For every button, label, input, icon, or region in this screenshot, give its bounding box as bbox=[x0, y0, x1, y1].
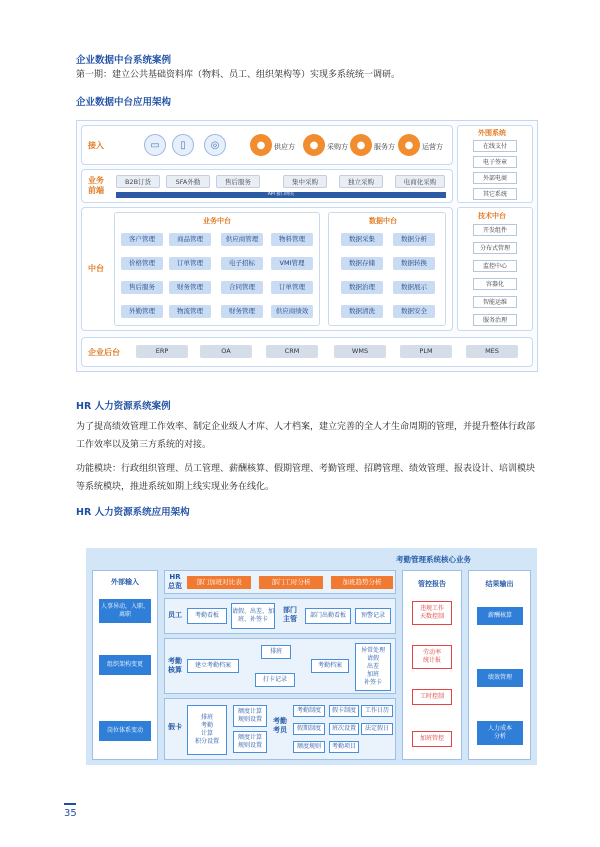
rule-item: 额度规则 bbox=[293, 741, 325, 753]
middle-row bbox=[81, 207, 453, 331]
business-middle-title: 业务中台 bbox=[203, 217, 231, 225]
calc-item: 打卡记录 bbox=[255, 673, 295, 687]
front-row bbox=[81, 169, 453, 203]
dept-item: 部门出勤看板 bbox=[305, 608, 351, 624]
external-input-item: 组织架构变更 bbox=[99, 655, 151, 675]
control-report-item: 工时控制 bbox=[412, 689, 452, 705]
calc-item: 考勤档案 bbox=[311, 659, 349, 673]
biz-chip: 电子招标 bbox=[221, 257, 263, 270]
hr-overview-item: 部门加班对比表 bbox=[187, 576, 251, 589]
paragraph-hr-modules: 功能模块：行政组织管理、员工管理、薪酬核算、假期管理、考勤管理、招聘管理、绩效管理、报表设计、培训模块等系统模块，推进系统如期上线实现业务在线化。 bbox=[76, 464, 536, 492]
data-platform-architecture-diagram bbox=[76, 120, 538, 372]
rule-item: 考勤制度 bbox=[293, 705, 325, 717]
service-icon: ● bbox=[350, 134, 372, 156]
access-row bbox=[81, 125, 453, 165]
external-input-title: 外部输入 bbox=[111, 578, 139, 586]
heading-hr-architecture: HR 人力资源系统应用架构 bbox=[76, 507, 190, 518]
rule-item: 工作日历 bbox=[361, 705, 393, 717]
external-input-item: 岗位体系变动 bbox=[99, 721, 151, 741]
result-output-item: 人力成本 分析 bbox=[477, 721, 523, 745]
tech-item: 容器化 bbox=[473, 278, 517, 290]
control-report-item: 加班管控 bbox=[412, 731, 452, 747]
biz-chip: 财务管理 bbox=[221, 305, 263, 318]
exception-handling-box: 异常处理 请假 出差 加班 补签卡 bbox=[355, 643, 391, 691]
hr-architecture-diagram bbox=[86, 548, 537, 765]
control-report-title: 管控报告 bbox=[418, 580, 446, 588]
heading-data-platform-case: 企业数据中台系统案例 bbox=[76, 55, 172, 66]
card-item: 排班 考勤 计算 积分设置 bbox=[187, 705, 227, 755]
back-system-chip: PLM bbox=[400, 345, 452, 358]
biz-chip: 物料管理 bbox=[271, 233, 313, 246]
employee-item: 请假、出差、加班、补签卡 bbox=[231, 603, 275, 629]
rule-item: 考勤项目 bbox=[329, 741, 359, 753]
data-chip: 数据安全 bbox=[393, 305, 435, 318]
control-report-item: 违规工作 天数控制 bbox=[412, 601, 452, 625]
front-chip: B2B订货 bbox=[116, 175, 160, 188]
data-chip: 数据采集 bbox=[341, 233, 383, 246]
result-output-item: 薪酬核算 bbox=[477, 607, 523, 625]
employee-dept-row bbox=[164, 598, 396, 634]
rule-item: 班次设置 bbox=[329, 723, 359, 735]
rule-item: 假卡制度 bbox=[329, 705, 359, 717]
enterprise-back-row bbox=[81, 337, 533, 367]
control-report-column bbox=[402, 570, 462, 760]
heading-hr-case: HR 人力资源系统案例 bbox=[76, 401, 171, 412]
monitor-icon: ▭ bbox=[144, 134, 166, 156]
front-chip: 电商化采购 bbox=[395, 175, 445, 188]
access-label-purchaser: 采购方 bbox=[327, 143, 348, 151]
tech-item: 开发组件 bbox=[473, 224, 517, 236]
rule-item: 假期制度 bbox=[293, 723, 325, 735]
biz-chip: 供应商绩效 bbox=[271, 305, 313, 318]
page-number: 35 bbox=[64, 808, 77, 819]
result-output-title: 结果输出 bbox=[485, 580, 514, 588]
biz-chip: 商品管理 bbox=[169, 233, 211, 246]
front-chip: SFA外勤 bbox=[166, 175, 210, 188]
hr-overview-item: 部门工时分析 bbox=[259, 576, 323, 589]
dept-manager-label: 部门 主管 bbox=[283, 606, 297, 623]
access-label-service: 服务方 bbox=[374, 143, 395, 151]
data-chip: 数据展示 bbox=[393, 281, 435, 294]
back-system-chip: OA bbox=[200, 345, 252, 358]
back-system-chip: ERP bbox=[136, 345, 188, 358]
row-label-front: 业务 前端 bbox=[88, 176, 104, 195]
front-chip: 售后服务 bbox=[216, 175, 260, 188]
api-gateway-bar: API 接口网关 bbox=[116, 192, 446, 198]
biz-chip: 客户管理 bbox=[121, 233, 163, 246]
card-item: 额度计算 规则设置 bbox=[233, 731, 267, 753]
rule-item: 法定假日 bbox=[361, 723, 393, 735]
row-label-middle: 中台 bbox=[88, 264, 104, 273]
leave-card-row bbox=[164, 698, 396, 760]
result-output-item: 绩效管理 bbox=[477, 669, 523, 687]
phone-icon: ▯ bbox=[172, 134, 194, 156]
hr-overview-item: 加班趋势分析 bbox=[331, 576, 393, 589]
result-output-column bbox=[468, 570, 531, 760]
biz-chip: 合同管理 bbox=[221, 281, 263, 294]
external-system-item: 外部电商 bbox=[473, 172, 517, 184]
external-system-item: 其它系统 bbox=[473, 188, 517, 200]
external-systems-panel bbox=[457, 125, 533, 203]
core-business-banner: 考勤管理系统核心业务 bbox=[396, 555, 471, 564]
heading-data-platform-architecture: 企业数据中台应用架构 bbox=[76, 97, 172, 108]
biz-chip: 售后服务 bbox=[121, 281, 163, 294]
attendance-staff-label: 考勤 考员 bbox=[273, 717, 287, 734]
employee-label: 员工 bbox=[168, 611, 182, 619]
biz-chip: 订单管理 bbox=[169, 257, 211, 270]
external-input-column bbox=[92, 570, 158, 760]
biz-chip: 财务管理 bbox=[169, 281, 211, 294]
external-system-item: 电子签章 bbox=[473, 156, 517, 168]
hr-overview-row bbox=[164, 570, 396, 594]
tech-middle-title: 技术中台 bbox=[478, 212, 506, 220]
business-middle-panel bbox=[114, 212, 320, 326]
tech-item: 智能运维 bbox=[473, 296, 517, 308]
row-label-access: 接入 bbox=[88, 141, 104, 150]
tech-item: 分布式管理 bbox=[473, 242, 517, 254]
biz-chip: 物流管理 bbox=[169, 305, 211, 318]
back-system-chip: WMS bbox=[334, 345, 386, 358]
biz-chip: VMI管理 bbox=[271, 257, 313, 270]
paragraph-phase-one: 第一期：建立公共基础资料库（物料、员工、组织架构等）实现多系统统一调研。 bbox=[76, 70, 401, 80]
hr-overview-label: HR 总览 bbox=[168, 573, 182, 590]
external-systems-title: 外围系统 bbox=[478, 129, 506, 137]
attendance-calc-label: 考勤 核算 bbox=[168, 657, 182, 674]
back-system-chip: CRM bbox=[266, 345, 318, 358]
access-label-operator: 运营方 bbox=[422, 143, 443, 151]
row-label-back: 企业后台 bbox=[88, 348, 120, 357]
attendance-calc-row bbox=[164, 638, 396, 694]
data-middle-title: 数据中台 bbox=[369, 217, 397, 225]
globe-icon: ◎ bbox=[204, 134, 226, 156]
data-chip: 数据转换 bbox=[393, 257, 435, 270]
employee-item: 考勤看板 bbox=[187, 608, 227, 624]
operator-icon: ● bbox=[398, 134, 420, 156]
paragraph-hr-goals: 为了提高绩效管理工作效率、制定企业级人才库、人才档案，建立完善的全人才生命周期的管理，并提升整体行政部工作效率以及第三方系统的对接。 bbox=[76, 422, 536, 450]
data-chip: 数据存储 bbox=[341, 257, 383, 270]
external-input-item: 人事异动，入职、离职 bbox=[99, 599, 151, 623]
tech-item: 服务治理 bbox=[473, 314, 517, 326]
tech-item: 监控中心 bbox=[473, 260, 517, 272]
card-item: 额度计算 规则设置 bbox=[233, 705, 267, 727]
biz-chip: 价格管理 bbox=[121, 257, 163, 270]
data-middle-panel bbox=[328, 212, 446, 326]
dept-item: 预警记录 bbox=[355, 608, 391, 624]
calc-item: 建立考勤档案 bbox=[187, 659, 239, 673]
tech-middle-panel bbox=[457, 207, 533, 331]
purchaser-icon: ● bbox=[303, 134, 325, 156]
biz-chip: 订单管理 bbox=[271, 281, 313, 294]
supplier-icon: ● bbox=[250, 134, 272, 156]
front-chip: 集中采购 bbox=[283, 175, 327, 188]
page-number-rule bbox=[64, 803, 76, 805]
front-chip: 独立采购 bbox=[339, 175, 383, 188]
biz-chip: 外勤管理 bbox=[121, 305, 163, 318]
control-report-item: 劳动率 统计报 bbox=[412, 645, 452, 669]
access-label-supplier: 供应方 bbox=[274, 143, 295, 151]
external-system-item: 在线支付 bbox=[473, 140, 517, 152]
data-chip: 数据治理 bbox=[341, 281, 383, 294]
data-chip: 数据分析 bbox=[393, 233, 435, 246]
data-chip: 数据清洗 bbox=[341, 305, 383, 318]
back-system-chip: MES bbox=[466, 345, 518, 358]
leave-card-label: 假卡 bbox=[168, 723, 182, 731]
biz-chip: 供应商管理 bbox=[221, 233, 263, 246]
calc-item: 排班 bbox=[261, 645, 291, 659]
